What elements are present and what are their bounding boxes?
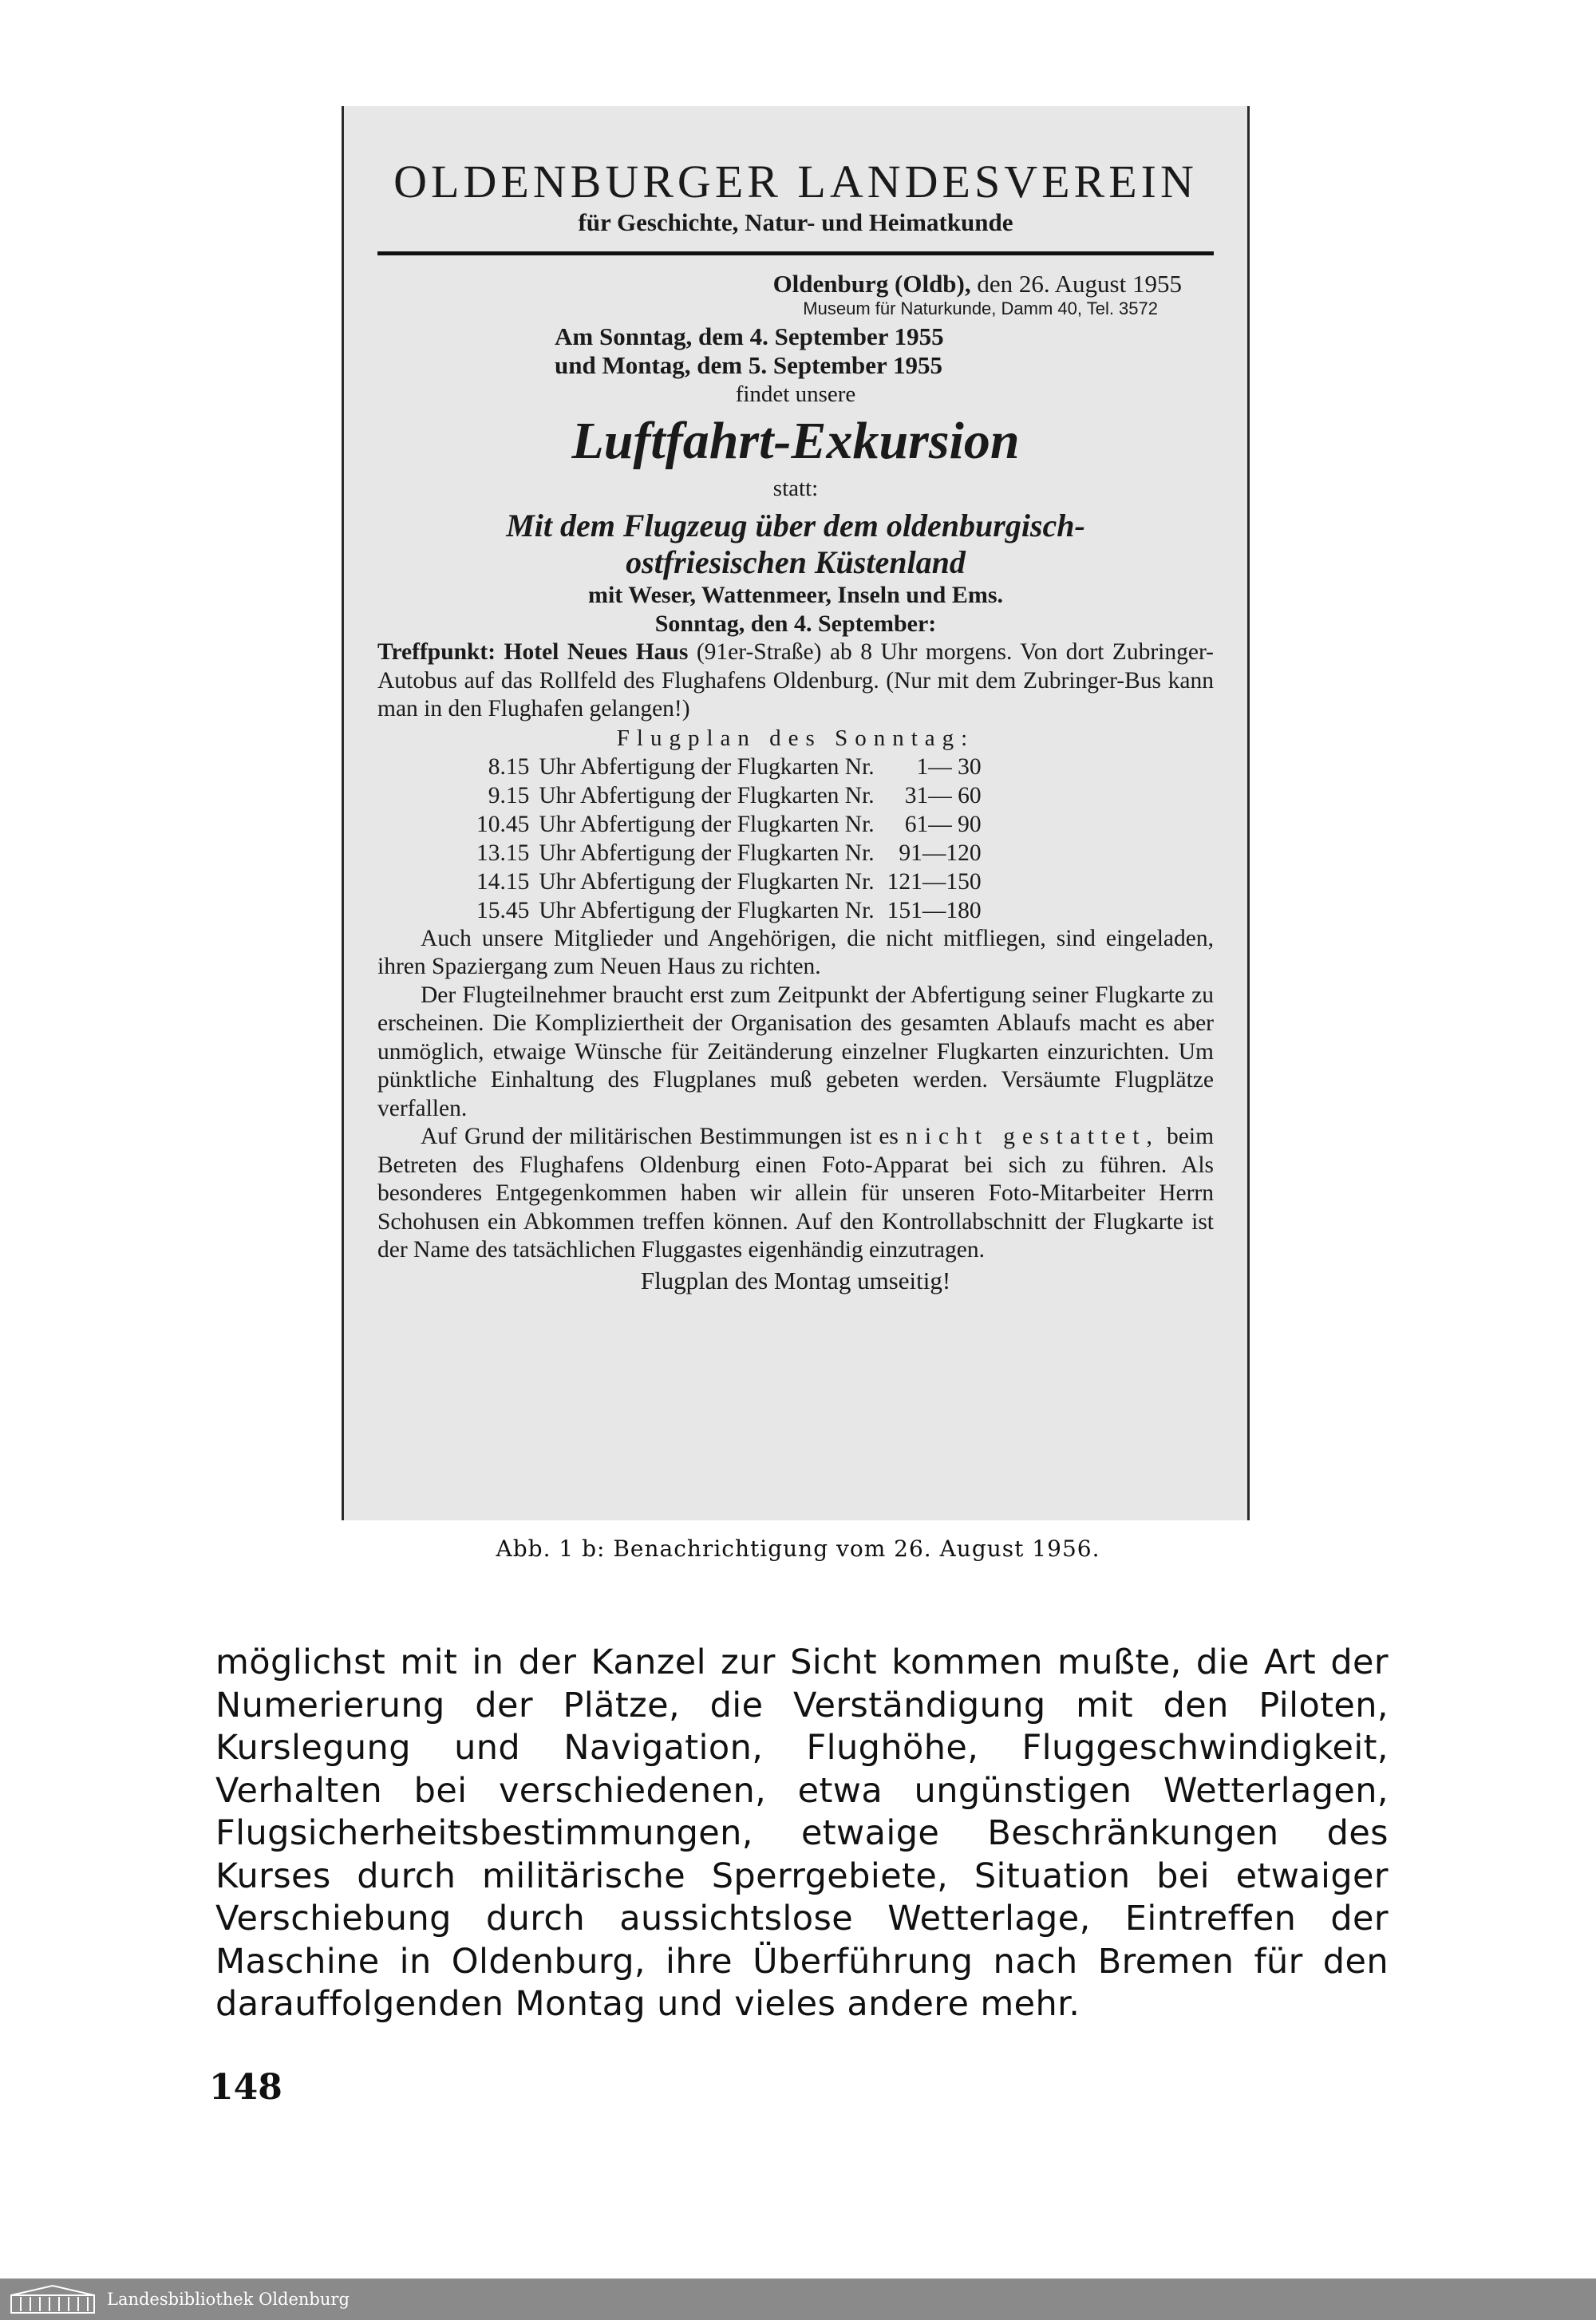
body-paragraph: möglichst mit in der Kanzel zur Sicht kommen mußte, die Art der Numerierung der Plätze, die Verständigung mit den Piloten, Kurslegung und Navigation, Flughöhe, Fluggeschwindigkeit, Verhalten bei verschiedenen, etwa ungünstigen Wetterlagen, Flugsicherheitsbestimmungen, etwaige Beschränkungen des Kurses durch militärische Sperrgebiete, Situation bei etwaiger Verschiebung durch aussichtslose Wetterlage, Eintreffen der Maschine in Oldenburg, ihre Überführung nach Bremen für den darauffolgenden Montag und vieles andere mehr. bbox=[215, 1642, 1389, 2024]
schedule-row bbox=[476, 839, 988, 868]
military-text-2: beim Betreten des Flughafens Oldenburg einen Foto-Apparat bei sich zu führen. Als besonderes Entgegenkommen haben wir allein für unseren Foto-Mitarbeiter Herrn Schohusen ein Abkommen treffen können. Auf den Kontrollabschnitt der Flugkarte ist der Name des tatsächlichen Fluggastes eigenhändig einzutragen. bbox=[377, 1124, 1215, 1263]
schedule-time: 14.15 bbox=[476, 868, 530, 895]
library-name: Landesbibliothek Oldenburg bbox=[107, 2290, 350, 2309]
closing-line: Flugplan des Montag umseitig! bbox=[640, 1266, 951, 1294]
event-title: Luftfahrt-Exkursion bbox=[571, 412, 1020, 470]
event-dates bbox=[377, 322, 1214, 380]
findet-text: findet unsere bbox=[735, 381, 856, 407]
schedule-text: Uhr Abfertigung der Flugkarten Nr. bbox=[539, 782, 875, 808]
statt-text: statt: bbox=[772, 476, 819, 501]
schedule-text: Uhr Abfertigung der Flugkarten Nr. bbox=[539, 868, 875, 895]
footer-bar bbox=[0, 2279, 1596, 2320]
sunday-heading: Sonntag, den 4. September: bbox=[654, 611, 937, 637]
scanned-notice bbox=[342, 106, 1250, 1520]
schedule-time: 8.15 bbox=[488, 753, 530, 780]
flight-title bbox=[377, 508, 1214, 581]
meeting-label: Treffpunkt: Hotel Neues Haus bbox=[377, 639, 689, 665]
place-date bbox=[377, 270, 1214, 298]
schedule-text: Uhr Abfertigung der Flugkarten Nr. bbox=[539, 753, 875, 780]
meeting-text: (91er-Straße) ab 8 Uhr morgens. Von dort Zubringer-Autobus auf das Rollfeld des Flughafens Oldenburg. (Nur mit dem Zubringer-Bus kann man in den Flughafen gelangen!) bbox=[377, 639, 1214, 721]
schedule-time: 10.45 bbox=[476, 811, 530, 837]
schedule-heading: Flugplan des Sonntag: bbox=[616, 725, 975, 751]
schedule-row bbox=[476, 781, 988, 810]
schedule-time: 9.15 bbox=[488, 782, 530, 808]
schedule-range: 31— 60 bbox=[904, 782, 982, 808]
page-number: 148 bbox=[209, 2067, 282, 2108]
schedule-text: Uhr Abfertigung der Flugkarten Nr. bbox=[539, 811, 875, 837]
org-subtitle: für Geschichte, Natur- und Heimatkunde bbox=[578, 208, 1013, 236]
paragraph-members: Auch unsere Mitglieder und Angehörigen, die nicht mitfliegen, sind eingeladen, ihren Spaziergang zum Neuen Haus zu richten. bbox=[377, 925, 1214, 979]
schedule-row bbox=[476, 896, 988, 925]
schedule-text: Uhr Abfertigung der Flugkarten Nr. bbox=[539, 840, 875, 866]
military-emphasis: nicht gestattet, bbox=[906, 1124, 1159, 1149]
route: mit Weser, Wattenmeer, Inseln und Ems. bbox=[587, 582, 1004, 608]
schedule-range: 121—150 bbox=[887, 868, 982, 895]
meeting-paragraph bbox=[377, 638, 1214, 724]
museum-address: Museum für Naturkunde, Damm 40, Tel. 3572 bbox=[803, 298, 1158, 318]
notice-body bbox=[377, 925, 1214, 1265]
schedule-row bbox=[476, 810, 988, 839]
divider bbox=[377, 251, 1214, 255]
schedule-time: 13.15 bbox=[476, 840, 530, 866]
date: den 26. August 1955 bbox=[977, 270, 1182, 298]
org-name: OLDENBURGER LANDESVEREIN bbox=[393, 156, 1198, 207]
flight-schedule bbox=[476, 753, 988, 925]
date-sunday: Am Sonntag, dem 4. September 1955 bbox=[555, 322, 944, 350]
schedule-row bbox=[476, 753, 988, 781]
schedule-range: 1— 30 bbox=[916, 753, 982, 780]
schedule-range: 151—180 bbox=[887, 897, 982, 923]
date-monday: und Montag, dem 5. September 1955 bbox=[555, 351, 942, 379]
schedule-time: 15.45 bbox=[476, 897, 530, 923]
paragraph-military bbox=[377, 1123, 1214, 1265]
figure-caption: Abb. 1 b: Benachrichtigung vom 26. August 1956. bbox=[496, 1535, 1100, 1562]
paragraph-participant: Der Flugteilnehmer braucht erst zum Zeitpunkt der Abfertigung seiner Flugkarte zu erscheinen. Die Kompliziertheit der Organisation des gesamten Ablaufs macht es aber unmöglich, etwaige Wünsche für Zeitänderung einzelner Flugkarten einzurichten. Um pünktliche Einhaltung des Flugplanes muß gebeten werden. Versäumte Flugplätze verfallen. bbox=[377, 982, 1214, 1121]
schedule-range: 91—120 bbox=[899, 840, 982, 866]
military-text-1: Auf Grund der militärischen Bestimmungen ist es bbox=[421, 1124, 899, 1149]
place: Oldenburg (Oldb), bbox=[772, 270, 971, 298]
schedule-text: Uhr Abfertigung der Flugkarten Nr. bbox=[539, 897, 875, 923]
library-building-icon bbox=[10, 2284, 96, 2314]
schedule-range: 61— 90 bbox=[904, 811, 982, 837]
flight-title-line-2: ostfriesischen Küstenland bbox=[626, 544, 966, 580]
flight-title-line-1: Mit dem Flugzeug über dem oldenburgisch- bbox=[506, 508, 1085, 543]
schedule-row bbox=[476, 868, 988, 896]
